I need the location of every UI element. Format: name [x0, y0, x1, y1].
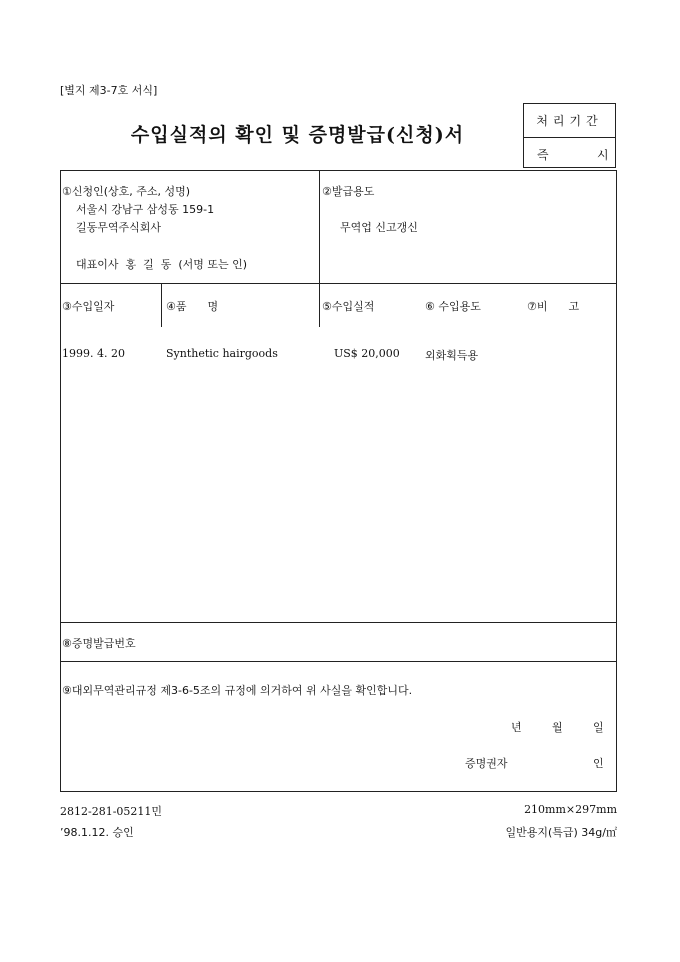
processing-period-box: [523, 103, 616, 168]
purpose-value: 무역업 신고갱신: [340, 221, 418, 234]
applicant-representative: 대표이사 홍 길 동 (서명 또는 인): [76, 258, 248, 271]
processing-value-right: 시: [597, 148, 609, 162]
date-month: 월: [552, 721, 563, 734]
row-item: Synthetic hairgoods: [166, 347, 278, 360]
footer-form-code: 2812-281-05211민: [60, 805, 163, 818]
row-amount: US$ 20,000: [334, 347, 400, 360]
row-use: 외화획득용: [425, 349, 479, 362]
row-date: 1999. 4. 20: [62, 347, 125, 360]
divider: [319, 170, 320, 283]
col-import-use: ⑥ 수입용도: [425, 300, 481, 313]
applicant-company: 길동무역주식회사: [76, 221, 162, 234]
purpose-label: ②발급용도: [322, 185, 375, 198]
date-year: 년: [511, 721, 522, 734]
divider: [60, 661, 617, 662]
cert-number-label: ⑧증명발급번호: [62, 637, 136, 650]
col-import-amount: ⑤수입실적: [322, 300, 375, 313]
divider: [319, 283, 320, 327]
footer-approval: ’98.1.12. 승인: [60, 826, 134, 839]
applicant-label: ①신청인(상호, 주소, 성명): [62, 185, 191, 198]
divider: [524, 137, 615, 138]
footer-size: 210mm×297mm: [524, 803, 617, 816]
form-label: [별지 제3-7호 서식]: [60, 84, 158, 97]
date-day: 일: [593, 721, 604, 734]
col-remarks: ⑦비 고: [527, 300, 580, 313]
statement-text: ⑨대외무역관리규정 제3-6-5조의 규정에 의거하여 위 사실을 확인합니다.: [62, 684, 413, 697]
divider: [60, 622, 617, 623]
divider: [60, 283, 617, 284]
processing-period-label: 처리기간: [536, 114, 603, 128]
page-title: 수입실적의 확인 및 증명발급(신청)서: [130, 124, 465, 146]
issuer-label: 증명권자: [465, 757, 508, 770]
footer-paper: 일반용지(특급) 34g/㎡: [505, 826, 617, 839]
issuer-seal: 인: [593, 757, 604, 770]
applicant-address: 서울시 강남구 삼성동 159-1: [76, 203, 215, 216]
col-item-name: ④품 명: [166, 300, 219, 313]
col-import-date: ③수입일자: [62, 300, 115, 313]
divider: [161, 283, 162, 327]
processing-value-left: 즉: [537, 148, 549, 162]
